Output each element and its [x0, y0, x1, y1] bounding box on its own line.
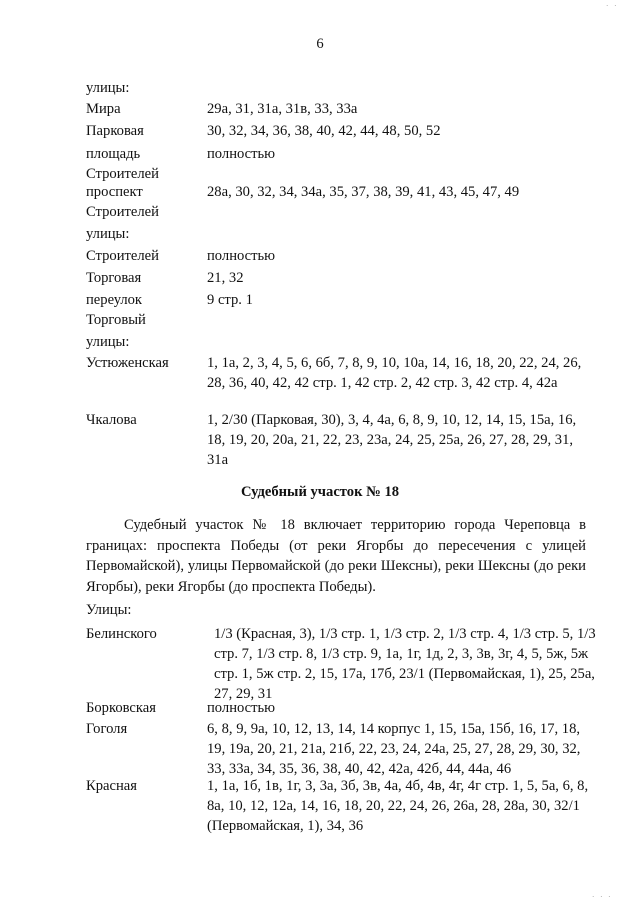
row-label: Устюженская — [86, 355, 169, 371]
row-value: 30, 32, 34, 36, 38, 40, 42, 44, 48, 50, 52 — [207, 123, 441, 139]
row-label: улицы: — [86, 334, 130, 350]
row-label: улицы: — [86, 226, 130, 242]
row-label: площадь Строителей — [86, 146, 159, 182]
row-label: Гоголя — [86, 721, 128, 737]
row-value: полностью — [207, 146, 276, 162]
row-value: 28а, 30, 32, 34, 34а, 35, 37, 38, 39, 41, 43, 45, 47, 49 — [207, 184, 520, 200]
row-label: Белинского — [86, 626, 157, 642]
row-label: переулок Торговый — [86, 292, 146, 328]
row-label: Строителей — [86, 248, 159, 264]
streets-heading: Улицы: — [86, 602, 132, 618]
row-label: Торговая — [86, 270, 142, 286]
row-value: полностью — [207, 248, 276, 264]
row-label: Борковская — [86, 700, 156, 716]
row-value: 29а, 31, 31а, 31в, 33, 33а — [207, 101, 358, 117]
page-number: 6 — [316, 36, 324, 52]
row-label: улицы: — [86, 80, 130, 96]
section-description: Судебный участок № 18 включает территорию города Череповца в границах: проспекта Победы (от реки Ягорбы до пересечения с улицей Первомайской), улицы Первомайской (до реки Шексны), реки Шексны (до реки Ягорбы), реки Ягорбы (до проспекта Победы). — [86, 517, 586, 595]
scan-speck: · · · — [592, 893, 613, 901]
scan-speck: · · — [606, 2, 619, 10]
row-value: 1, 1а, 2, 3, 4, 5, 6, 6б, 7, 8, 9, 10, 10а, 14, 16, 18, 20, 22, 24, 26, 28, 36, 40, 42, 42 стр. 1, 42 стр. 2, 42 стр. 3, 42 стр. 4, 42а — [207, 355, 582, 391]
section-title: Судебный участок № 18 — [240, 484, 400, 500]
row-value: 6, 8, 9, 9а, 10, 12, 13, 14, 14 корпус 1, 15, 15а, 15б, 16, 17, 18, 19, 19а, 20, 21, 21а, 21б, 22, 23, 24, 24а, 25, 27, 28, 29, 30, 32, 33, 33а, 34, 35, 36, 38, 40, 42, 42а, 42б, 44, 44а, 46 — [207, 721, 581, 777]
row-value: 21, 32 — [207, 270, 244, 286]
row-value: 1, 1а, 1б, 1в, 1г, 3, 3а, 3б, 3в, 4а, 4б, 4в, 4г, 4г стр. 1, 5, 5а, 6, 8, 8а, 10, 12, 12а, 14, 16, 18, 20, 22, 24, 26, 26а, 28, 28а, 30, 32/1 (Первомайская, 1), 34, 36 — [207, 778, 589, 834]
row-label: Парковая — [86, 123, 144, 139]
row-value: 9 стр. 1 — [207, 292, 253, 308]
row-label: Мира — [86, 101, 121, 117]
row-value: полностью — [207, 700, 276, 716]
row-label: проспект Строителей — [86, 184, 159, 220]
row-value: 1/3 (Красная, 3), 1/3 стр. 1, 1/3 стр. 2, 1/3 стр. 4, 1/3 стр. 5, 1/3 стр. 7, 1/3 стр. 8, 1/3 стр. 9, 1а, 1г, 1д, 2, 3, 3в, 3г, 4, 5, 5ж, 5ж стр. 1, 5ж стр. 2, 15, 17а, 17б, 23/1 (Первомайская, 1), 25, 25а, 27, 29, 31 — [214, 626, 596, 702]
row-label: Красная — [86, 778, 137, 794]
row-value: 1, 2/30 (Парковая, 30), 3, 4, 4а, 6, 8, 9, 10, 12, 14, 15, 15а, 16, 18, 19, 20, 20а, 21, 22, 23, 23а, 24, 25, 25а, 26, 27, 28, 29, 31, 31а — [207, 412, 577, 468]
row-label: Чкалова — [86, 412, 137, 428]
